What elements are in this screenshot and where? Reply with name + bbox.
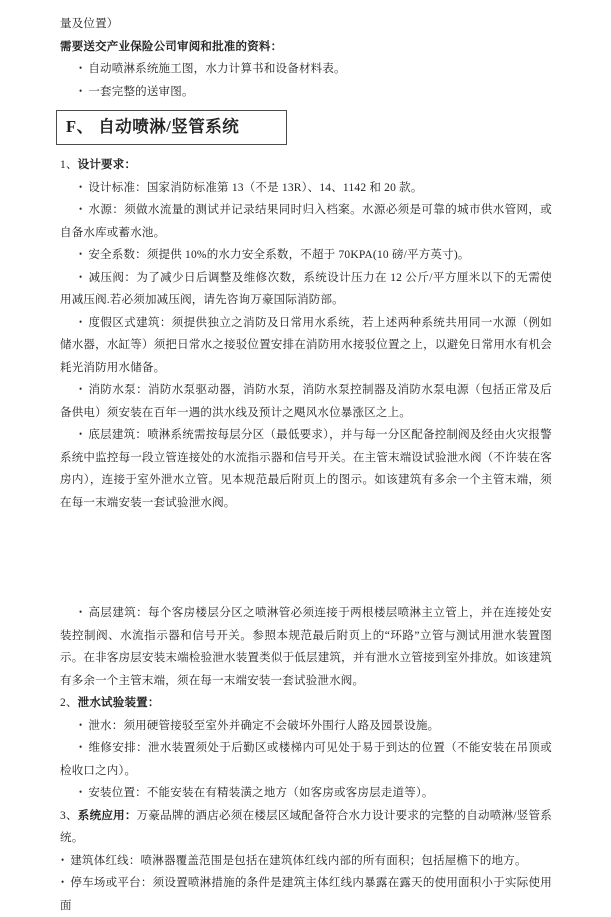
bullet-item-shop-drawings [60, 58, 552, 81]
bullet-icon: • [61, 877, 65, 887]
bullet-icon: • [79, 271, 83, 282]
bullet-text: 底层建筑：喷淋系统需按每层分区（最低要求），并与每一分区配备控制阀及经由火灾报警系统中监控每一段立管连接处的水流指示器和信号开关。在主管末端设试验泄水阀（不许装在客房内），连接于室外泄水立管。见本规范最后附页上的图示。如该建筑有多余一个主管末端，须在每一末端安装一套试验泄水阀。 [60, 429, 552, 509]
intro-continuation-line: 量及位置） [60, 18, 119, 30]
section-heading-title: F、 自动喷淋/竖管系统 [66, 117, 240, 136]
bullet-item-building-red-line [60, 850, 552, 873]
bullet-text: 设计标准：国家消防标准第 13（不是 13R）、14、1142 和 20 款。 [88, 181, 423, 194]
bullet-item-fire-pump [60, 379, 552, 424]
bullet-icon: • [79, 429, 83, 439]
bullet-text: 维修安排：泄水装置须处于后勤区或楼梯内可见处于易于到达的位置（不能安装在吊顶或检收口之内）。 [60, 742, 552, 777]
numbered-heading-design-requirements [60, 154, 552, 177]
bullet-item-design-standard [60, 177, 552, 200]
bullet-text: 一套完整的送审图。 [88, 85, 194, 98]
bullet-text: 建筑体红线：喷淋器覆盖范围是包括在建筑体红线内部的所有面积；包括屋檐下的地方。 [70, 854, 527, 867]
submittal-requirements-title: 需要送交产业保险公司审阅和批准的资料： [60, 40, 283, 53]
bullet-icon: • [79, 316, 83, 327]
heading-number: 3、 [60, 809, 78, 822]
bullet-item-resort-buildings [60, 312, 552, 380]
bullet-item-install-location [60, 782, 552, 805]
bullet-text: 高层建筑：每个客房楼层分区之喷淋管必须连接于两根楼层喷淋主立管上，并在连接处安装控制阀、水流指示器和信号开关。参照本规范最后附页上的“环路”立管与测试用泄水装置图示。在非客房层安装末端检验泄水装置类似于低层建筑，并有泄水立管接到室外排放。如该建筑有多余一个主管末端，须在每一末端安装一套试验泄水阀。 [60, 607, 552, 687]
heading-number: 1、 [60, 159, 78, 171]
bullet-icon: • [79, 204, 83, 214]
bullet-icon: • [79, 742, 83, 752]
bullet-text: 消防水泵：消防水泵驱动器，消防水泵，消防水泵控制器及消防水泵电源（包括正常及后备供电）须安装在百年一遇的洪水线及预计之飓风水位暴涨区之上。 [60, 384, 552, 419]
bullet-item-safety-factor [60, 244, 552, 267]
bullet-item-lowrise-buildings [60, 424, 552, 514]
bullet-text: 安全系数：须提供 10%的水力安全系数，不超于 70KPA(10 磅/平方英寸)。 [88, 249, 470, 261]
page-break-gap [60, 514, 552, 602]
bullet-icon: • [79, 181, 83, 192]
heading-number: 2、 [60, 697, 78, 709]
bullet-item-pressure-reducing-valve [60, 267, 552, 312]
bullet-text: 减压阀：为了减少日后调整及维修次数，系统设计压力在 12 公斤/平方厘米以下的无需使用减压阀.若必须加减压阀，请先咨询万豪国际消防部。 [60, 271, 552, 306]
heading-term: 设计要求： [77, 159, 137, 171]
bullet-icon: • [79, 249, 83, 259]
bullet-icon: • [79, 85, 83, 96]
bullet-text: 泄水：须用硬管接驳至室外并确定不会破坏外围行人路及园景设施。 [88, 719, 440, 732]
bullet-item-parking-or-platform [60, 872, 552, 917]
heading-term: 泄水试验装置： [77, 697, 160, 709]
numbered-heading-drain-test-device [60, 692, 552, 715]
bullet-text: 自动喷淋系统施工图，水力计算书和设备材料表。 [88, 63, 346, 75]
bullet-text: 安装位置：不能安装在有精装潢之地方（如客房或客房层走道等）。 [88, 787, 434, 799]
bullet-text: 停车场或平台：须设置喷淋措施的条件是建筑主体红线内暴露在露天的使用面积小于实际使用面 [60, 877, 552, 912]
section-heading-box [56, 110, 287, 145]
bullet-icon: • [79, 63, 83, 73]
bullet-icon: • [79, 719, 83, 730]
bullet-item-maintenance-access [60, 737, 552, 782]
bullet-item-drain [60, 715, 552, 738]
bullet-text: 度假区式建筑：须提供独立之消防及日常用水系统，若上述两种系统共用同一水源（例如储水器，水缸等）须把日常水之接驳位置安排在消防用水接驳位置之上，以避免日常用水有机会耗光消防用水储备。 [60, 316, 552, 374]
paragraph-text: 万豪品牌的酒店必须在楼层区域配备符合水力设计要求的完整的自动喷淋/竖管系统。 [60, 809, 552, 844]
bullet-icon: • [79, 607, 83, 617]
bullet-item-water-source [60, 199, 552, 244]
bullet-icon: • [61, 854, 65, 865]
heading-term: 系统应用： [77, 809, 137, 822]
bullet-item-highrise-buildings [60, 602, 552, 692]
numbered-paragraph-system-application [60, 805, 552, 850]
bullet-icon: • [79, 787, 83, 797]
bullet-text: 水源：须做水流量的测试并记录结果同时归入档案。水源必须是可靠的城市供水管网，或自备水库或蓄水池。 [60, 204, 552, 239]
bullet-icon: • [79, 384, 83, 394]
bullet-item-review-set [60, 81, 552, 104]
